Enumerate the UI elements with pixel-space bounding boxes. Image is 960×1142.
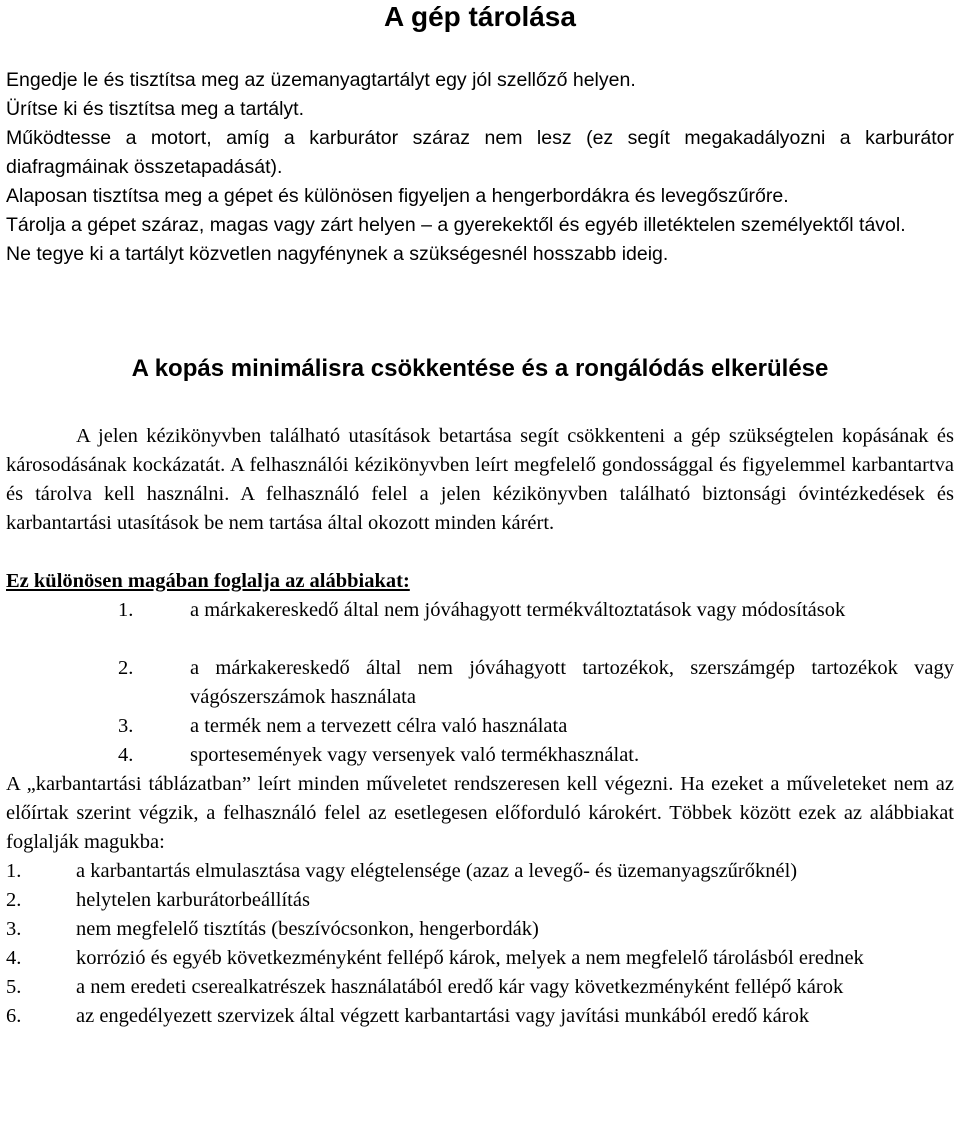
list-item-number: 2.: [6, 889, 22, 911]
list-item-number: 6.: [6, 1005, 22, 1027]
list-item-text: a márkakereskedő által nem jóváhagyott tartozékok, szerszámgép tartozékok vagy vágószerszámok használata: [190, 657, 954, 708]
list-item: [6, 596, 954, 625]
storage-paragraph: Ne tegye ki a tartályt közvetlen nagyfénynek a szükségesnél hosszabb ideig.: [6, 243, 669, 265]
list-item-text: korrózió és egyéb következményként fellépő károk, melyek a nem megfelelő tárolásból erednek: [76, 947, 864, 969]
list-item-number: 3.: [6, 918, 22, 940]
list-item: [6, 973, 954, 1002]
list-item-text: nem megfelelő tisztítás (beszívócsonkon, hengerbordák): [76, 918, 539, 940]
maintenance-paragraph: A „karbantartási táblázatban” leírt minden műveletet rendszeresen kell végezni. Ha ezeket a műveleteket nem az előírtak szerint végzik, a felhasználó felel az esetlegesen előforduló károkért. Többek között ezek az alábbiakat foglalják magukba:: [6, 773, 954, 853]
storage-paragraph: Engedje le és tisztítsa meg az üzemanyagtartályt egy jól szellőző helyen.: [6, 69, 636, 91]
storage-section: [6, 66, 954, 269]
storage-paragraph: Működtesse a motort, amíg a karburátor száraz nem lesz (ez segít megakadályozni a karburátor diafragmáinak összetapadását).: [6, 127, 954, 178]
section-heading: A kopás minimálisra csökkentése és a rongálódás elkerülése: [131, 355, 829, 382]
wear-intro-paragraph: A jelen kézikönyvben található utasítások betartása segít csökkenteni a gép szükségtelen kopásának és károsodásának kockázatát. A felhasználói kézikönyvben leírt megfelelő gondossággal és figyelemmel karbantartva és tárolva kell használni. A felhasználó felel a jelen kézikönyvben található biztonsági óvintézkedések és karbantartási utasítások be nem tartása által okozott minden kárért.: [6, 425, 954, 534]
list-item: [6, 1002, 954, 1031]
list-item: [6, 712, 954, 741]
storage-paragraph: Ürítse ki és tisztítsa meg a tartályt.: [6, 98, 305, 120]
list-item-number: 3.: [118, 715, 134, 737]
list-item-text: a karbantartás elmulasztása vagy elégtelensége (azaz a levegő- és üzemanyagszűrőknél): [76, 860, 798, 882]
list-item: [6, 741, 954, 770]
list-item-number: 1.: [118, 599, 134, 621]
list-item-text: a nem eredeti cserealkatrészek használatából eredő kár vagy következményként fellépő károk: [76, 976, 844, 998]
storage-paragraph: Tárolja a gépet száraz, magas vagy zárt helyen – a gyerekektől és egyéb illetéktelen személyektől távol.: [6, 214, 906, 236]
subheading: Ez különösen magában foglalja az alábbiakat:: [6, 570, 410, 592]
list-item: [6, 654, 954, 712]
list-item-number: 2.: [118, 657, 134, 679]
list-item-text: a termék nem a tervezett célra való használata: [190, 715, 568, 737]
list-item-number: 4.: [118, 744, 134, 766]
storage-paragraph: Alaposan tisztítsa meg a gépet és különösen figyeljen a hengerbordákra és levegőszűrőre.: [6, 185, 789, 207]
list-item: [6, 857, 954, 886]
list-item-text: a márkakereskedő által nem jóváhagyott termékváltoztatások vagy módosítások: [190, 599, 846, 621]
list-item: [6, 886, 954, 915]
list-item: [6, 915, 954, 944]
damage-list: [6, 857, 954, 1031]
list-item-number: 4.: [6, 947, 22, 969]
list-item-text: sportesemények vagy versenyek való termékhasználat.: [190, 744, 640, 766]
list-item-number: 5.: [6, 976, 22, 998]
list-item-text: az engedélyezett szervizek által végzett karbantartási vagy javítási munkából eredő károk: [76, 1005, 810, 1027]
list-item-number: 1.: [6, 860, 22, 882]
page-title: A gép tárolása: [384, 1, 576, 32]
list-item-text: helytelen karburátorbeállítás: [76, 889, 310, 911]
list-item: [6, 944, 954, 973]
